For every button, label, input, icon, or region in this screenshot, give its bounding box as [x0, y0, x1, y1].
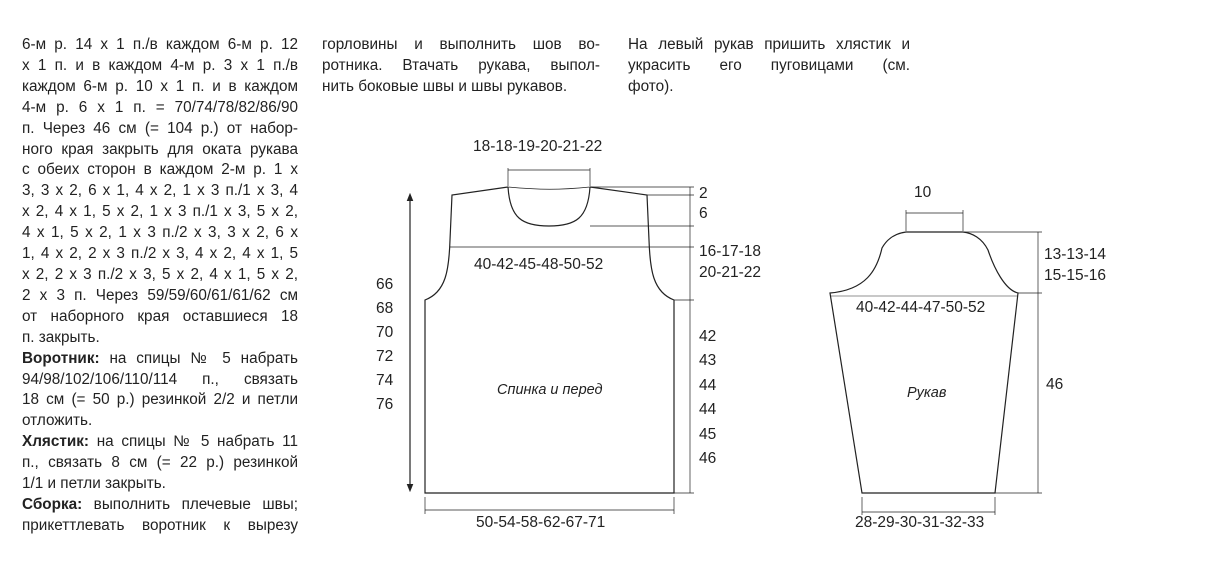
collar-heading: Воротник: — [22, 349, 100, 367]
neckline-front — [508, 187, 590, 226]
text-line: х 1 п. и в каждом 4-м р. 3 х 1 п./в — [22, 56, 298, 74]
bottom-width-label: 50-54-58-62-67-71 — [476, 514, 606, 531]
text-line: украсить его пуговицами (см. — [628, 56, 910, 74]
sleeve-upper-width-label: 40-42-44-47-50-52 — [856, 299, 986, 316]
text-line: нить боковые швы и швы рукавов. — [322, 77, 568, 95]
text-line: ротника. Втачать рукава, выпол- — [322, 56, 600, 74]
text-line: 4 х 1, 5 х 2, 1 х 3 п./2 х 3, 3 х 2, 6 х — [22, 224, 298, 242]
total-length-label: 70 — [376, 324, 394, 341]
tab-heading: Хлястик: — [22, 433, 89, 451]
total-length-label: 68 — [376, 300, 394, 317]
text-line: отложить. — [22, 412, 93, 430]
neck-depth-back-label: 2 — [699, 185, 708, 202]
text-line: на спицы № 5 набрать 11 — [89, 433, 298, 451]
text-line: горловины и выполнить шов во- — [322, 36, 600, 53]
cuff-width-label: 28-29-30-31-32-33 — [855, 514, 985, 531]
side-height-label: 46 — [699, 450, 717, 467]
text-line: 2 х 3 п. Через 59/59/60/61/61/62 см — [22, 286, 298, 304]
neck-width-label: 18-18-19-20-21-22 — [473, 138, 603, 155]
neck-depth-front-label: 6 — [699, 205, 708, 222]
text-line: ного края закрыть для оката рукава — [22, 140, 298, 158]
text-line: с обеих сторон в каждом 2-м р. 1 х — [22, 161, 298, 179]
text-line: на спицы № 5 набрать — [99, 349, 298, 367]
armhole-height-label: 20-21-22 — [699, 264, 762, 281]
armhole-height-label: 16-17-18 — [699, 243, 762, 260]
text-line: от наборного края оставшиеся 18 — [22, 307, 298, 325]
text-line: прикеттлевать воротник к вырезу — [22, 516, 298, 534]
sleeve-length-label: 46 — [1046, 376, 1064, 393]
side-height-label: 44 — [699, 377, 717, 394]
total-length-label: 74 — [376, 372, 394, 389]
body-outline — [425, 187, 674, 493]
chest-width-label: 40-42-45-48-50-52 — [474, 256, 604, 273]
text-line: выполнить плечевые швы; — [82, 495, 298, 513]
text-line: 4-м р. 6 х 1 п. = 70/74/78/82/86/90 — [22, 98, 298, 116]
side-height-label: 43 — [699, 352, 717, 369]
total-length-label: 66 — [376, 276, 394, 293]
sleeve-outline — [830, 232, 1018, 493]
total-length-label: 76 — [376, 396, 394, 413]
sleeve-cap-height-label: 13-13-14 — [1044, 246, 1107, 263]
text-line: х 2, 2 х 3 п./2 х 3, 5 х 2, 4 х 1, 5 х 2, — [22, 265, 298, 283]
text-line: 6-м р. 14 х 1 п./в каждом 6-м р. 12 — [22, 36, 298, 53]
text-line: п. Через 46 см (= 104 р.) от набор- — [22, 119, 298, 137]
text-line: фото). — [628, 77, 674, 95]
sleeve-cap-height-label: 15-15-16 — [1044, 267, 1107, 284]
body-piece-title: Спинка и перед — [497, 382, 603, 398]
text-line: каждом 6-м р. 10 х 1 п. и в каждом — [22, 77, 298, 95]
text-line: х 2, 4 х 1, 5 х 2, 1 х 3 п./1 х 3, 5 х 2, — [22, 203, 298, 221]
sleeve-top-width-label: 10 — [914, 184, 932, 201]
text-line: 94/98/102/106/110/114 п., связать — [22, 370, 298, 388]
text-line: п. закрыть. — [22, 328, 100, 346]
text-line: 3, 3 х 2, 6 х 1, 4 х 2, 1 х 3 п./1 х 3, 4 — [22, 182, 298, 200]
text-line: 18 см (= 50 р.) резинкой 2/2 и петли — [22, 391, 298, 409]
assembly-heading: Сборка: — [22, 495, 83, 513]
neckline-back — [508, 187, 590, 189]
text-line: п., связать 8 см (= 22 р.) резинкой — [22, 454, 298, 472]
total-length-label: 72 — [376, 348, 394, 365]
side-height-label: 42 — [699, 328, 717, 345]
sleeve-piece-title: Рукав — [907, 385, 947, 401]
text-line: 1, 4 х 2, 2 х 3 п./2 х 3, 4 х 2, 4 х 1, 5 — [22, 245, 298, 263]
side-height-label: 44 — [699, 401, 717, 418]
side-height-label: 45 — [699, 426, 717, 443]
text-line: На левый рукав пришить хлястик и — [628, 36, 910, 53]
text-line: 1/1 и петли закрыть. — [22, 475, 166, 493]
